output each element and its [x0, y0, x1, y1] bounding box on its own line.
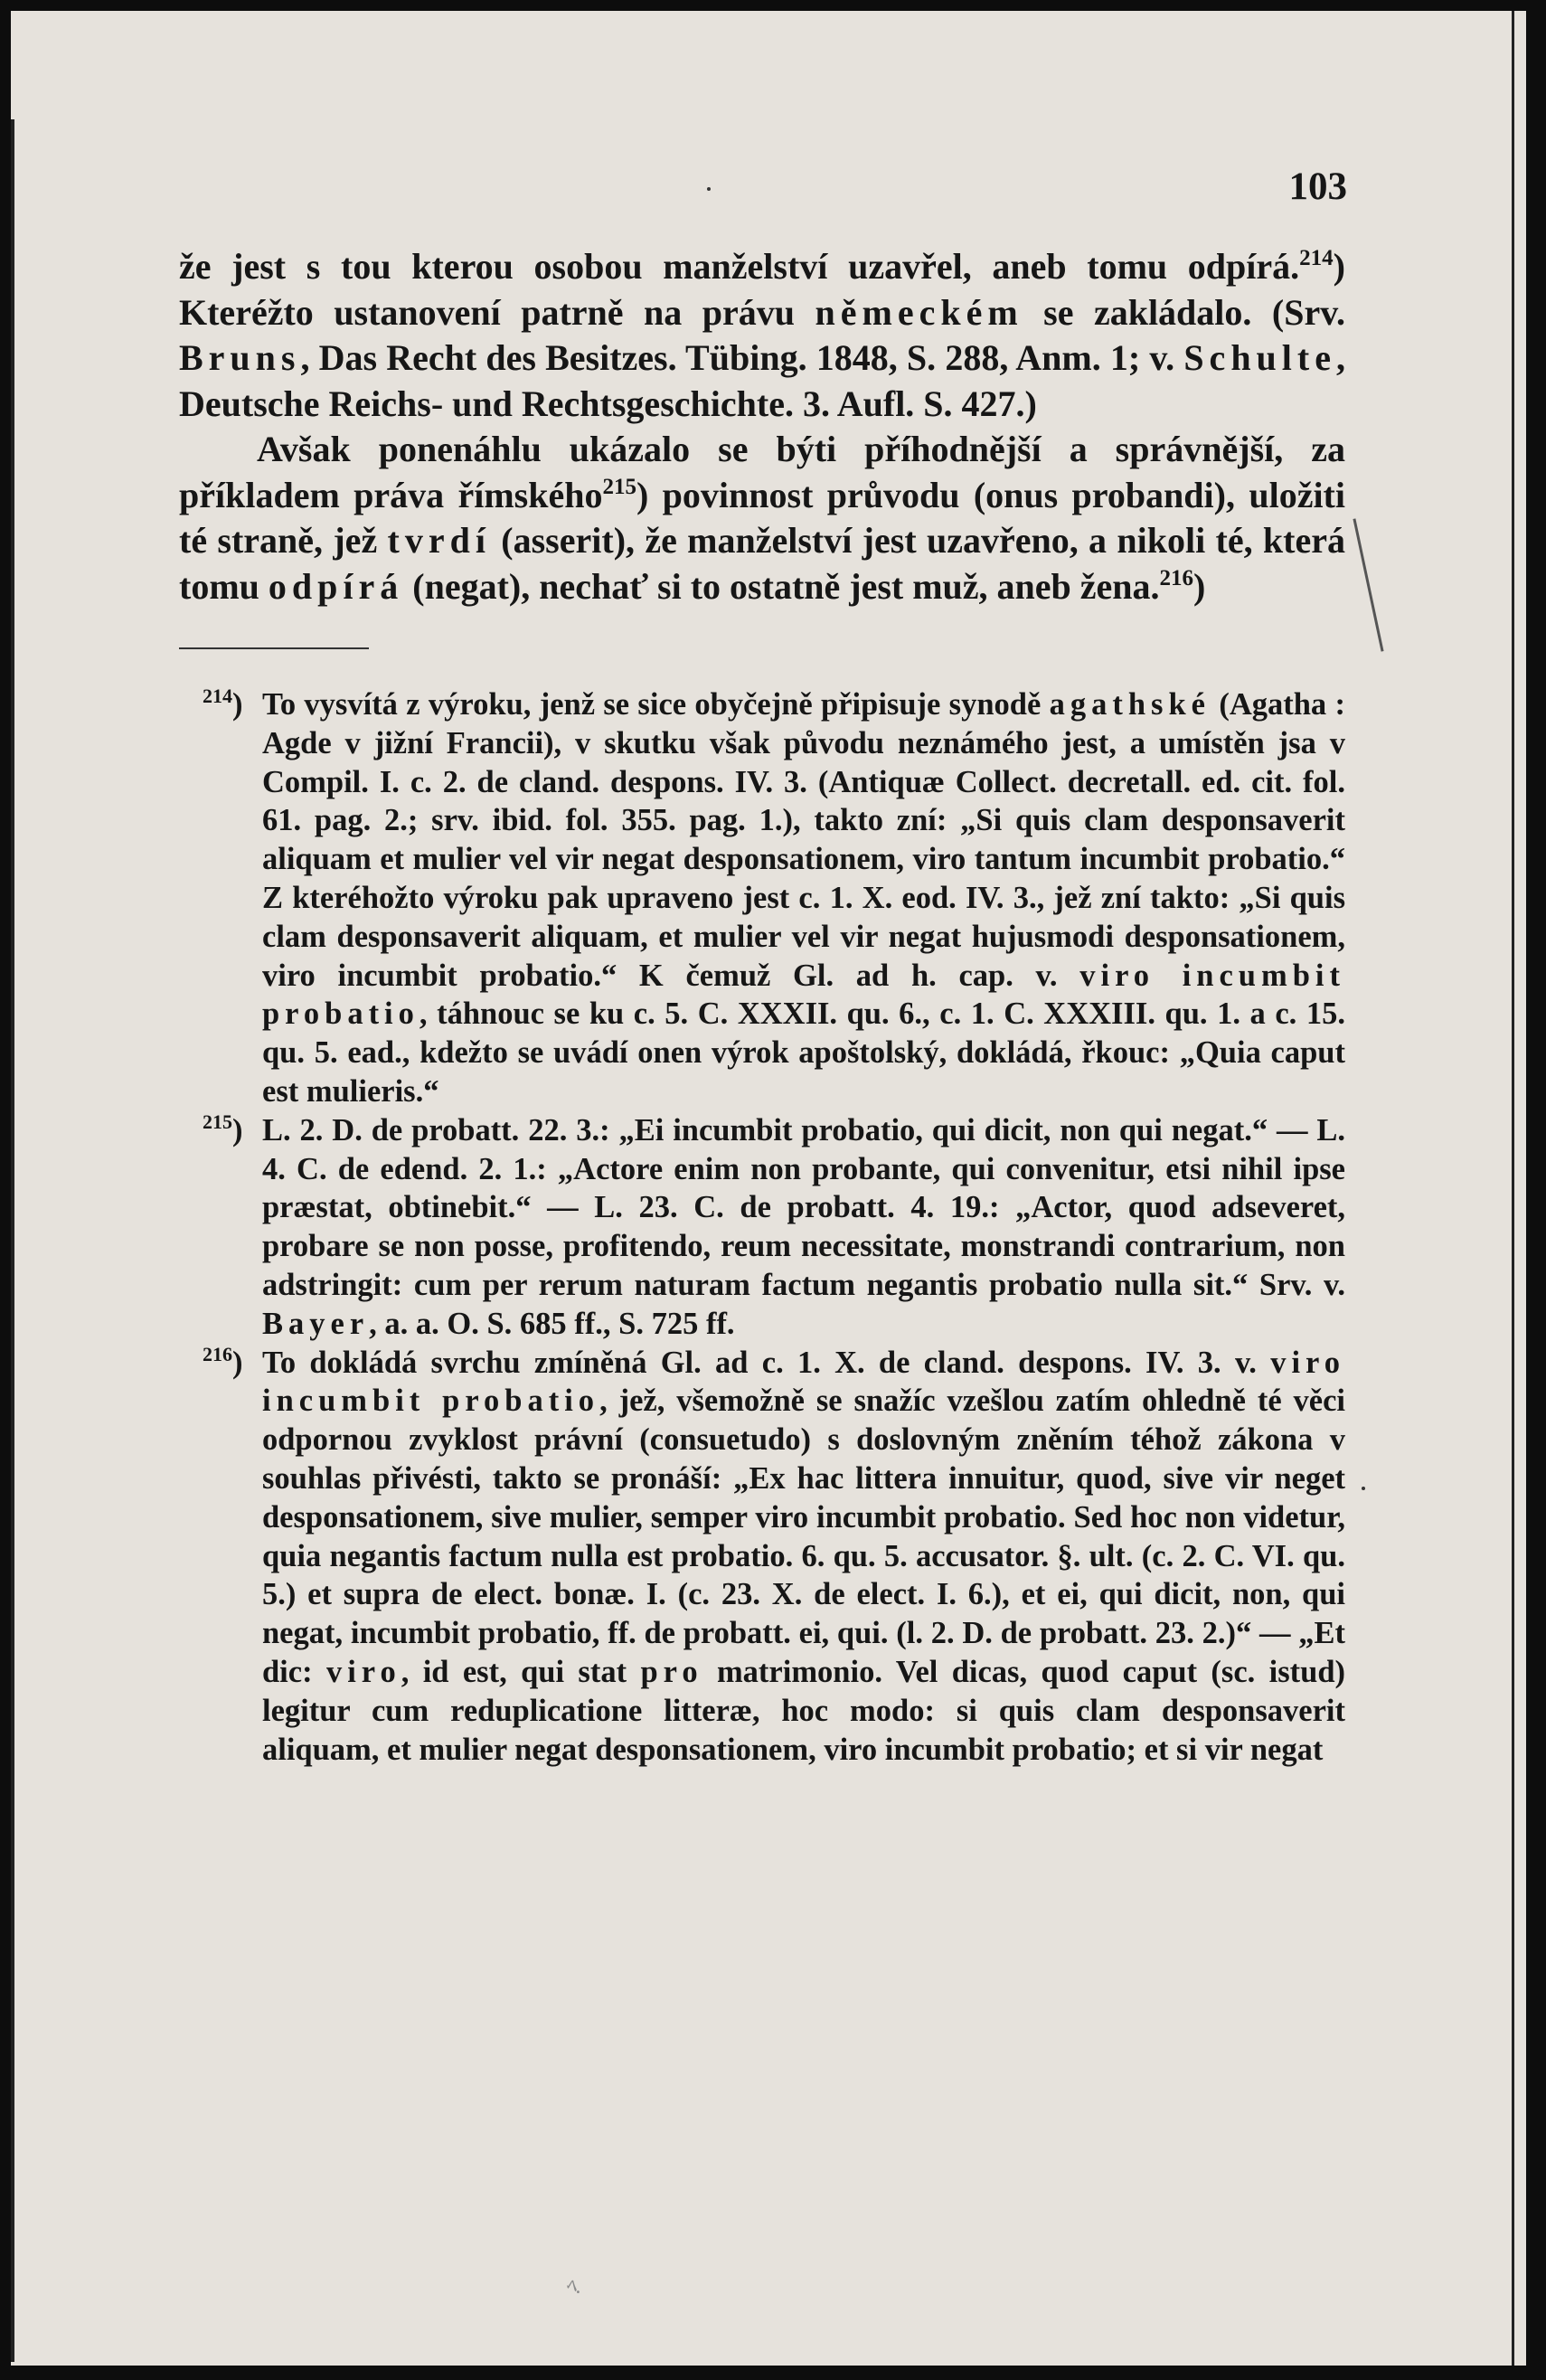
page-edge-right [1512, 11, 1514, 2366]
pencil-mark: ﾍ. [565, 2275, 581, 2299]
footnote-ref-216[interactable]: 216 [1159, 565, 1194, 590]
footnote-214: $^{214}$) To vysvítá z výroku, jenž se sice obyčejně připisuje synodě agathské (Agatha : Agde v jižní Francii), v skutku však původu neznámého jest, a umístěn jsa v Compil. I. c. 2. de cland. despons. IV. 3. (Antiquæ Collect. decretall. ed. cit. fol. 61. pag. 2.; srv. ibid. fol. 355. pag. 1.), takto zní: „Si quis clam desponsaverit aliquam et mulier vel vir negat desponsationem, viro tantum incumbit probatio.“ Z kteréhožto výroku pak upraveno jest c. 1. X. eod. IV. 3., jež zní takto: „Si quis clam desponsaverit aliquam, et mulier vel vir negat hujusmodi desponsationem, viro incumbit probatio.“ K čemuž Gl. ad h. cap. v. viro incumbit probatio, táhnouc se ku c. 5. C. XXXII. qu. 6., c. 1. C. XXXIII. qu. 1. a c. 15. qu. 5. ead., kdežto se uvádí onen výrok apoštolský, dokládá, řkouc: „Quia caput est mulieris.“ [203, 685, 1345, 1109]
emphasis-agathske: agathské [1049, 687, 1211, 722]
text-block [179, 199, 1345, 1769]
main-text [179, 244, 1345, 609]
author-bruns: Bruns [179, 337, 301, 378]
footnote-mark-216: $^{216}$) [203, 1342, 243, 1380]
emphasis-viro-incumbit: viro incumbit probatio [262, 958, 1345, 1032]
speck [707, 187, 711, 191]
footnote-mark-214: $^{214}$) [203, 685, 243, 722]
emphasis-nemeckem: německém [815, 291, 1023, 333]
footnotes [179, 685, 1345, 1769]
emphasis-odpira: odpírá [268, 565, 404, 607]
footnote-215: $^{215}$) L. 2. D. de probatt. 22. 3.: „Ei incumbit probatio, qui dicit, non qui negat.“ — L. 4. C. de edend. 2. 1.: „Actore enim non probante, qui convenitur, etsi nihil ipse præstat, obtinebit.“ — L. 23. C. de probatt. 4. 19.: „Actor, quod adseveret, probare se non posse, profitendo, reum necessitate, monstrandi contrarium, non adstringit: cum per rerum naturam factum negantis probatio nulla sit.“ Srv. v. Bayer, a. a. O. S. 685 ff., S. 725 ff. [203, 1110, 1345, 1341]
emphasis-tvrdi: tvrdí [387, 520, 491, 561]
footnote-mark-215: $^{215}$) [203, 1110, 243, 1148]
page-number: 103 [1288, 165, 1347, 208]
page-edge-left [11, 119, 14, 2362]
footnote-ref-214[interactable]: 214 [1299, 246, 1334, 270]
paragraph-2: Avšak ponenáhlu ukázalo se býti příhodnější a správnější, za příkladem práva římského$^{215}$) povinnost průvodu (onus probandi), uložiti té straně, jež tvrdí (asserit), že manželství jest uzavřeno, a nikoli té, která tomu odpírá (negat), nechať si to ostatně jest muž, aneb žena.$^{216}$) [179, 429, 1346, 607]
footnote-ref-215[interactable]: 215 [602, 474, 636, 499]
emphasis-viro: viro [325, 1654, 401, 1689]
author-bayer: Bayer [262, 1306, 370, 1341]
paragraph-1: že jest s tou kterou osobou manželství uzavřel, aneb tomu odpírá.$^{214}$) Kteréžto ustanovení patrně na právu německém se zakládalo. (Srv. Bruns, Das Recht des Besitzes. Tübing. 1848, S. 288, Anm. 1; v. Schulte, Deutsche Reichs- und Rechtsgeschichte. 3. Aufl. S. 427.) [179, 246, 1346, 424]
footnote-216: $^{216}$) To dokládá svrchu zmíněná Gl. ad c. 1. X. de cland. despons. IV. 3. v. viro incumbit probatio, jež, všemožně se snažíc vzešlou zatím ohledně té věci odpornou zvyklost právní (consuetudo) s doslovným zněním téhož zákona v souhlas přivésti, takto se pronáší: „Ex hac littera innuitur, quod, sive vir neget desponsationem, sive mulier, semper viro incumbit probatio. Sed hoc non videtur, quia negantis factum nulla est probatio. 6. qu. 5. accusator. §. ult. (c. 2. C. VI. qu. 5.) et supra de elect. bonæ. I. (c. 23. X. de elect. I. 6.), et ei, qui dicit, non, qui negat, incumbit probatio, ff. de probatt. ei, qui. (l. 2. D. de probatt. 23. 2.)“ — „Et dic: viro, id est, qui stat pro matrimonio. Vel dicas, quod caput (sc. istud) legitur cum reduplicatione litteræ, hoc modo: si quis clam desponsaverit aliquam, et mulier negat desponsationem, viro incumbit probatio; et si vir negat [203, 1342, 1346, 1767]
emphasis-pro: pro [640, 1654, 703, 1689]
emphasis-viro-incumbit: viro incumbit probatio [262, 1345, 1345, 1419]
speck [1362, 1487, 1365, 1490]
margin-stroke [1353, 518, 1383, 651]
author-schulte: Schulte [1183, 337, 1336, 378]
footnote-divider [179, 647, 369, 649]
